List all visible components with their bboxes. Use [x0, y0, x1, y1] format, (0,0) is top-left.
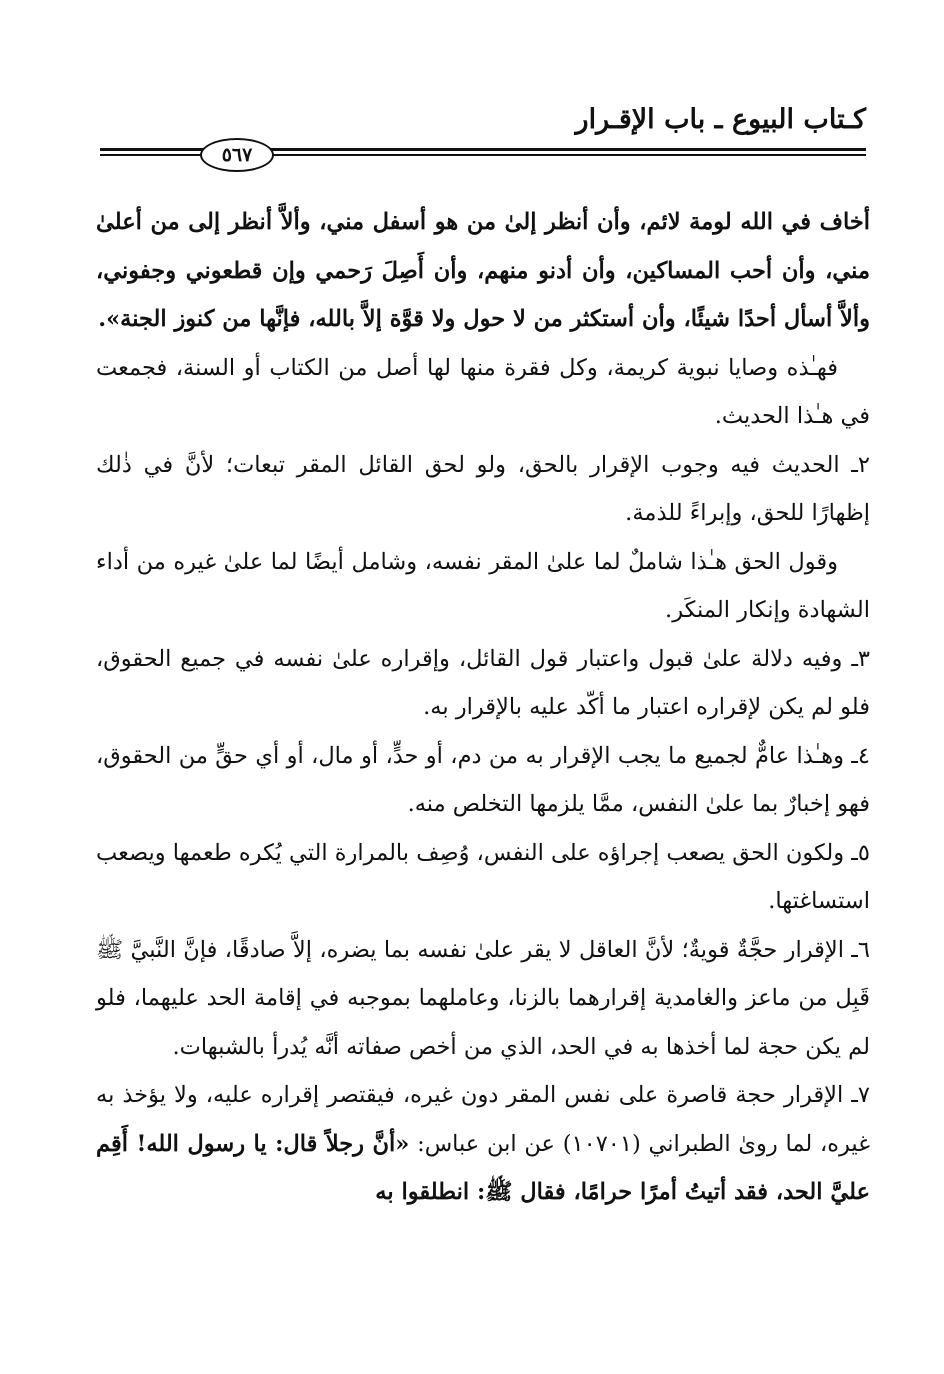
list-item-5: ٥ـ ولكون الحق يصعب إجراؤه على النفس، وُصِف بالمرارة التي يُكره طعمها ويصعب استساغتها.	[96, 839, 870, 914]
list-item-3: ٣ـ وفيه دلالة علىٰ قبول واعتبار قول القائل، وإقراره علىٰ نفسه في جميع الحقوق، فلو لم يكن لإقراره اعتبار ما أكّد عليه بالإقرار به.	[96, 645, 870, 720]
list-item-7-text: ٧ـ الإقرار حجة قاصرة على نفس المقر دون غيره، فيقتصر إقراره عليه، ولا يؤخذ به غيره، لما روىٰ الطبراني (١٠٧٠١) عن ابن عباس:	[96, 1082, 870, 1157]
paragraph-2: وقول الحق هـٰذا شاملٌ لما علىٰ المقر نفسه، وشامل أيضًا لما علىٰ غيره من أداء الشهادة وإنكار المنكَر.	[96, 548, 870, 623]
list-item-2: ٢ـ الحديث فيه وجوب الإقرار بالحق، ولو لحق القائل المقر تبعات؛ لأنَّ في ذٰلك إظهارًا للحق، وإبراءً للذمة.	[96, 451, 870, 526]
body-text	[96, 198, 870, 1217]
list-item-4: ٤ـ وهـٰذا عامٌّ لجميع ما يجب الإقرار به من دم، أو حدٍّ، أو مال، أو أي حقٍّ من الحقوق، فهو إخبارٌ بما علىٰ النفس، ممَّا يلزمها التخلص منه.	[96, 742, 870, 817]
list-item-6: ٦ـ الإقرار حجَّةٌ قويةٌ؛ لأنَّ العاقل لا يقر علىٰ نفسه بما يضره، إلاَّ صادقًا، فإنَّ النَّبيَّ ﷺ قَبِل من ماعز والغامدية إقرارهما بالزنا، وعاملهما بموجبه في إقامة الحد عليهما، فلو لم يكن حجة لما أخذها به في الحد، الذي من أخص صفاته أنَّه يُدرأ بالشبهات.	[96, 936, 870, 1060]
list-item-7	[96, 1071, 870, 1217]
running-title: كـتاب البيوع ـ باب الإقـرار	[575, 104, 866, 135]
page-number: ٥٦٧	[200, 138, 274, 172]
quote-continuation: أخاف في الله لومة لائم، وأن أنظر إلىٰ من هو أسفل مني، وألاَّ أنظر إلى من أعلىٰ مني، وأن أحب المساكين، وأن أدنو منهم، وأن أَصِلَ رَحمي وإن قطعوني وجفوني، وألاَّ أسأل أحدًا شيئًا، وأن أستكثر من لا حول ولا قوَّة إلاَّ بالله، فإنَّها من كنوز الجنة».	[96, 209, 870, 332]
paragraph-1: فهـٰذه وصايا نبوية كريمة، وكل فقرة منها لها أصل من الكتاب أو السنة، فجمعت في هـٰذا الحديث.	[96, 354, 870, 429]
list-item-7-quote: «أنَّ رجلاً قال: يا رسول الله! أَقِم عليَّ الحد، فقد أتيتُ أمرًا حرامًا، فقال ﷺ: انطلقوا به	[96, 1130, 870, 1205]
